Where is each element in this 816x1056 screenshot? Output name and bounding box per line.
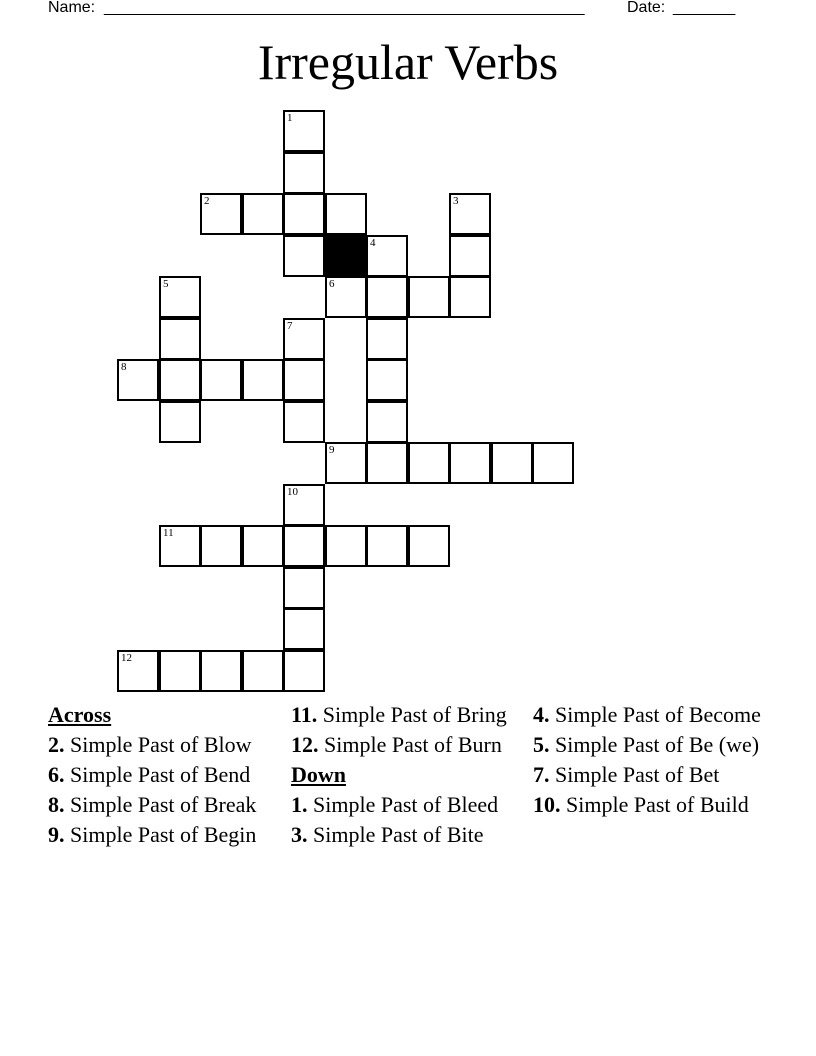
cell-number: 7 (287, 320, 293, 332)
crossword-cell[interactable] (283, 525, 325, 567)
clue-text: Simple Past of Be (we) (555, 732, 760, 757)
crossword-cell[interactable] (283, 401, 325, 443)
crossword-cell[interactable] (449, 442, 491, 484)
cell-number: 8 (121, 361, 127, 373)
clue-text: Simple Past of Build (566, 792, 749, 817)
clue-across-12 (291, 732, 526, 758)
clue-text: Simple Past of Bend (70, 762, 251, 787)
crossword-cell[interactable] (449, 235, 491, 277)
crossword-cell[interactable] (366, 276, 408, 318)
crossword-cell[interactable] (242, 525, 284, 567)
cell-number: 6 (329, 278, 335, 290)
clue-down-10 (533, 792, 768, 818)
clue-number: 12. (291, 732, 319, 757)
crossword-cell[interactable] (283, 193, 325, 235)
clue-number: 8. (48, 792, 65, 817)
crossword-cell[interactable] (242, 650, 284, 692)
clue-across-9 (48, 822, 283, 848)
crossword-cell[interactable] (283, 650, 325, 692)
crossword-cell[interactable] (283, 152, 325, 194)
crossword-cell[interactable] (366, 525, 408, 567)
clue-down-1 (291, 792, 526, 818)
crossword-cell[interactable] (366, 359, 408, 401)
clue-text: Simple Past of Bleed (313, 792, 499, 817)
crossword-cell[interactable] (117, 359, 159, 401)
cell-number: 4 (370, 237, 376, 249)
name-line[interactable]: ______________________________________________________ (104, 0, 585, 16)
clue-number: 2. (48, 732, 65, 757)
crossword-cell[interactable] (366, 235, 408, 277)
clue-text: Simple Past of Bet (555, 762, 720, 787)
clue-number: 4. (533, 702, 550, 727)
clue-across-2 (48, 732, 283, 758)
page-title: Irregular Verbs (257, 34, 559, 90)
clue-text: Simple Past of Bite (313, 822, 484, 847)
crossword-cell[interactable] (408, 276, 450, 318)
crossword-cell[interactable] (242, 193, 284, 235)
crossword-cell[interactable] (159, 525, 201, 567)
clue-across-11 (291, 702, 526, 728)
clue-down-3 (291, 822, 526, 848)
crossword-cell[interactable] (117, 650, 159, 692)
crossword-cell[interactable] (408, 442, 450, 484)
black-square (325, 235, 367, 277)
crossword-cell[interactable] (159, 318, 201, 360)
clue-number: 3. (291, 822, 308, 847)
cell-number: 12 (121, 652, 132, 664)
crossword-cell[interactable] (242, 359, 284, 401)
crossword-cell[interactable] (366, 401, 408, 443)
clue-text: Simple Past of Become (555, 702, 761, 727)
crossword-cell[interactable] (325, 193, 367, 235)
clues-column-2 (291, 702, 526, 852)
clue-across-6 (48, 762, 283, 788)
crossword-cell[interactable] (325, 276, 367, 318)
clue-number: 9. (48, 822, 65, 847)
crossword-cell[interactable] (200, 525, 242, 567)
clue-number: 1. (291, 792, 308, 817)
clue-number: 5. (533, 732, 550, 757)
crossword-cell[interactable] (283, 608, 325, 650)
clue-number: 11. (291, 702, 318, 727)
clue-number: 6. (48, 762, 65, 787)
crossword-cell[interactable] (283, 359, 325, 401)
crossword-cell[interactable] (159, 401, 201, 443)
clue-number: 7. (533, 762, 550, 787)
clue-text: Simple Past of Begin (70, 822, 257, 847)
crossword-cell[interactable] (283, 567, 325, 609)
crossword-cell[interactable] (449, 276, 491, 318)
crossword-cell[interactable] (366, 318, 408, 360)
cell-number: 11 (163, 527, 174, 539)
crossword-cell[interactable] (532, 442, 574, 484)
crossword-cell[interactable] (200, 650, 242, 692)
crossword-cell[interactable] (200, 359, 242, 401)
clue-text: Simple Past of Burn (324, 732, 502, 757)
down-heading: Down (291, 762, 347, 787)
cell-number: 5 (163, 278, 169, 290)
cell-number: 2 (204, 195, 210, 207)
clue-across-8 (48, 792, 283, 818)
crossword-cell[interactable] (408, 525, 450, 567)
cell-number: 10 (287, 486, 298, 498)
clues-column-3 (533, 702, 768, 822)
crossword-cell[interactable] (283, 110, 325, 152)
clue-down-4 (533, 702, 768, 728)
crossword-cell[interactable] (283, 318, 325, 360)
crossword-cell[interactable] (325, 525, 367, 567)
crossword-cell[interactable] (159, 276, 201, 318)
clue-text: Simple Past of Bring (322, 702, 507, 727)
crossword-cell[interactable] (283, 484, 325, 526)
date-line[interactable]: _______ (673, 0, 736, 16)
clues-column-1 (48, 702, 283, 852)
across-heading: Across (48, 702, 112, 727)
clue-down-7 (533, 762, 768, 788)
clue-number: 10. (533, 792, 561, 817)
clue-down-5 (533, 732, 768, 758)
crossword-cell[interactable] (159, 650, 201, 692)
crossword-cell[interactable] (325, 442, 367, 484)
clue-text: Simple Past of Break (70, 792, 257, 817)
date-label: Date: (627, 0, 666, 16)
clue-text: Simple Past of Blow (70, 732, 252, 757)
crossword-cell[interactable] (200, 193, 242, 235)
cell-number: 9 (329, 444, 335, 456)
name-label: Name: (48, 0, 96, 16)
crossword-cell[interactable] (491, 442, 533, 484)
cell-number: 3 (453, 195, 459, 207)
crossword-cell[interactable] (449, 193, 491, 235)
crossword-cell[interactable] (366, 442, 408, 484)
crossword-cell[interactable] (283, 235, 325, 277)
crossword-cell[interactable] (159, 359, 201, 401)
cell-number: 1 (287, 112, 293, 124)
